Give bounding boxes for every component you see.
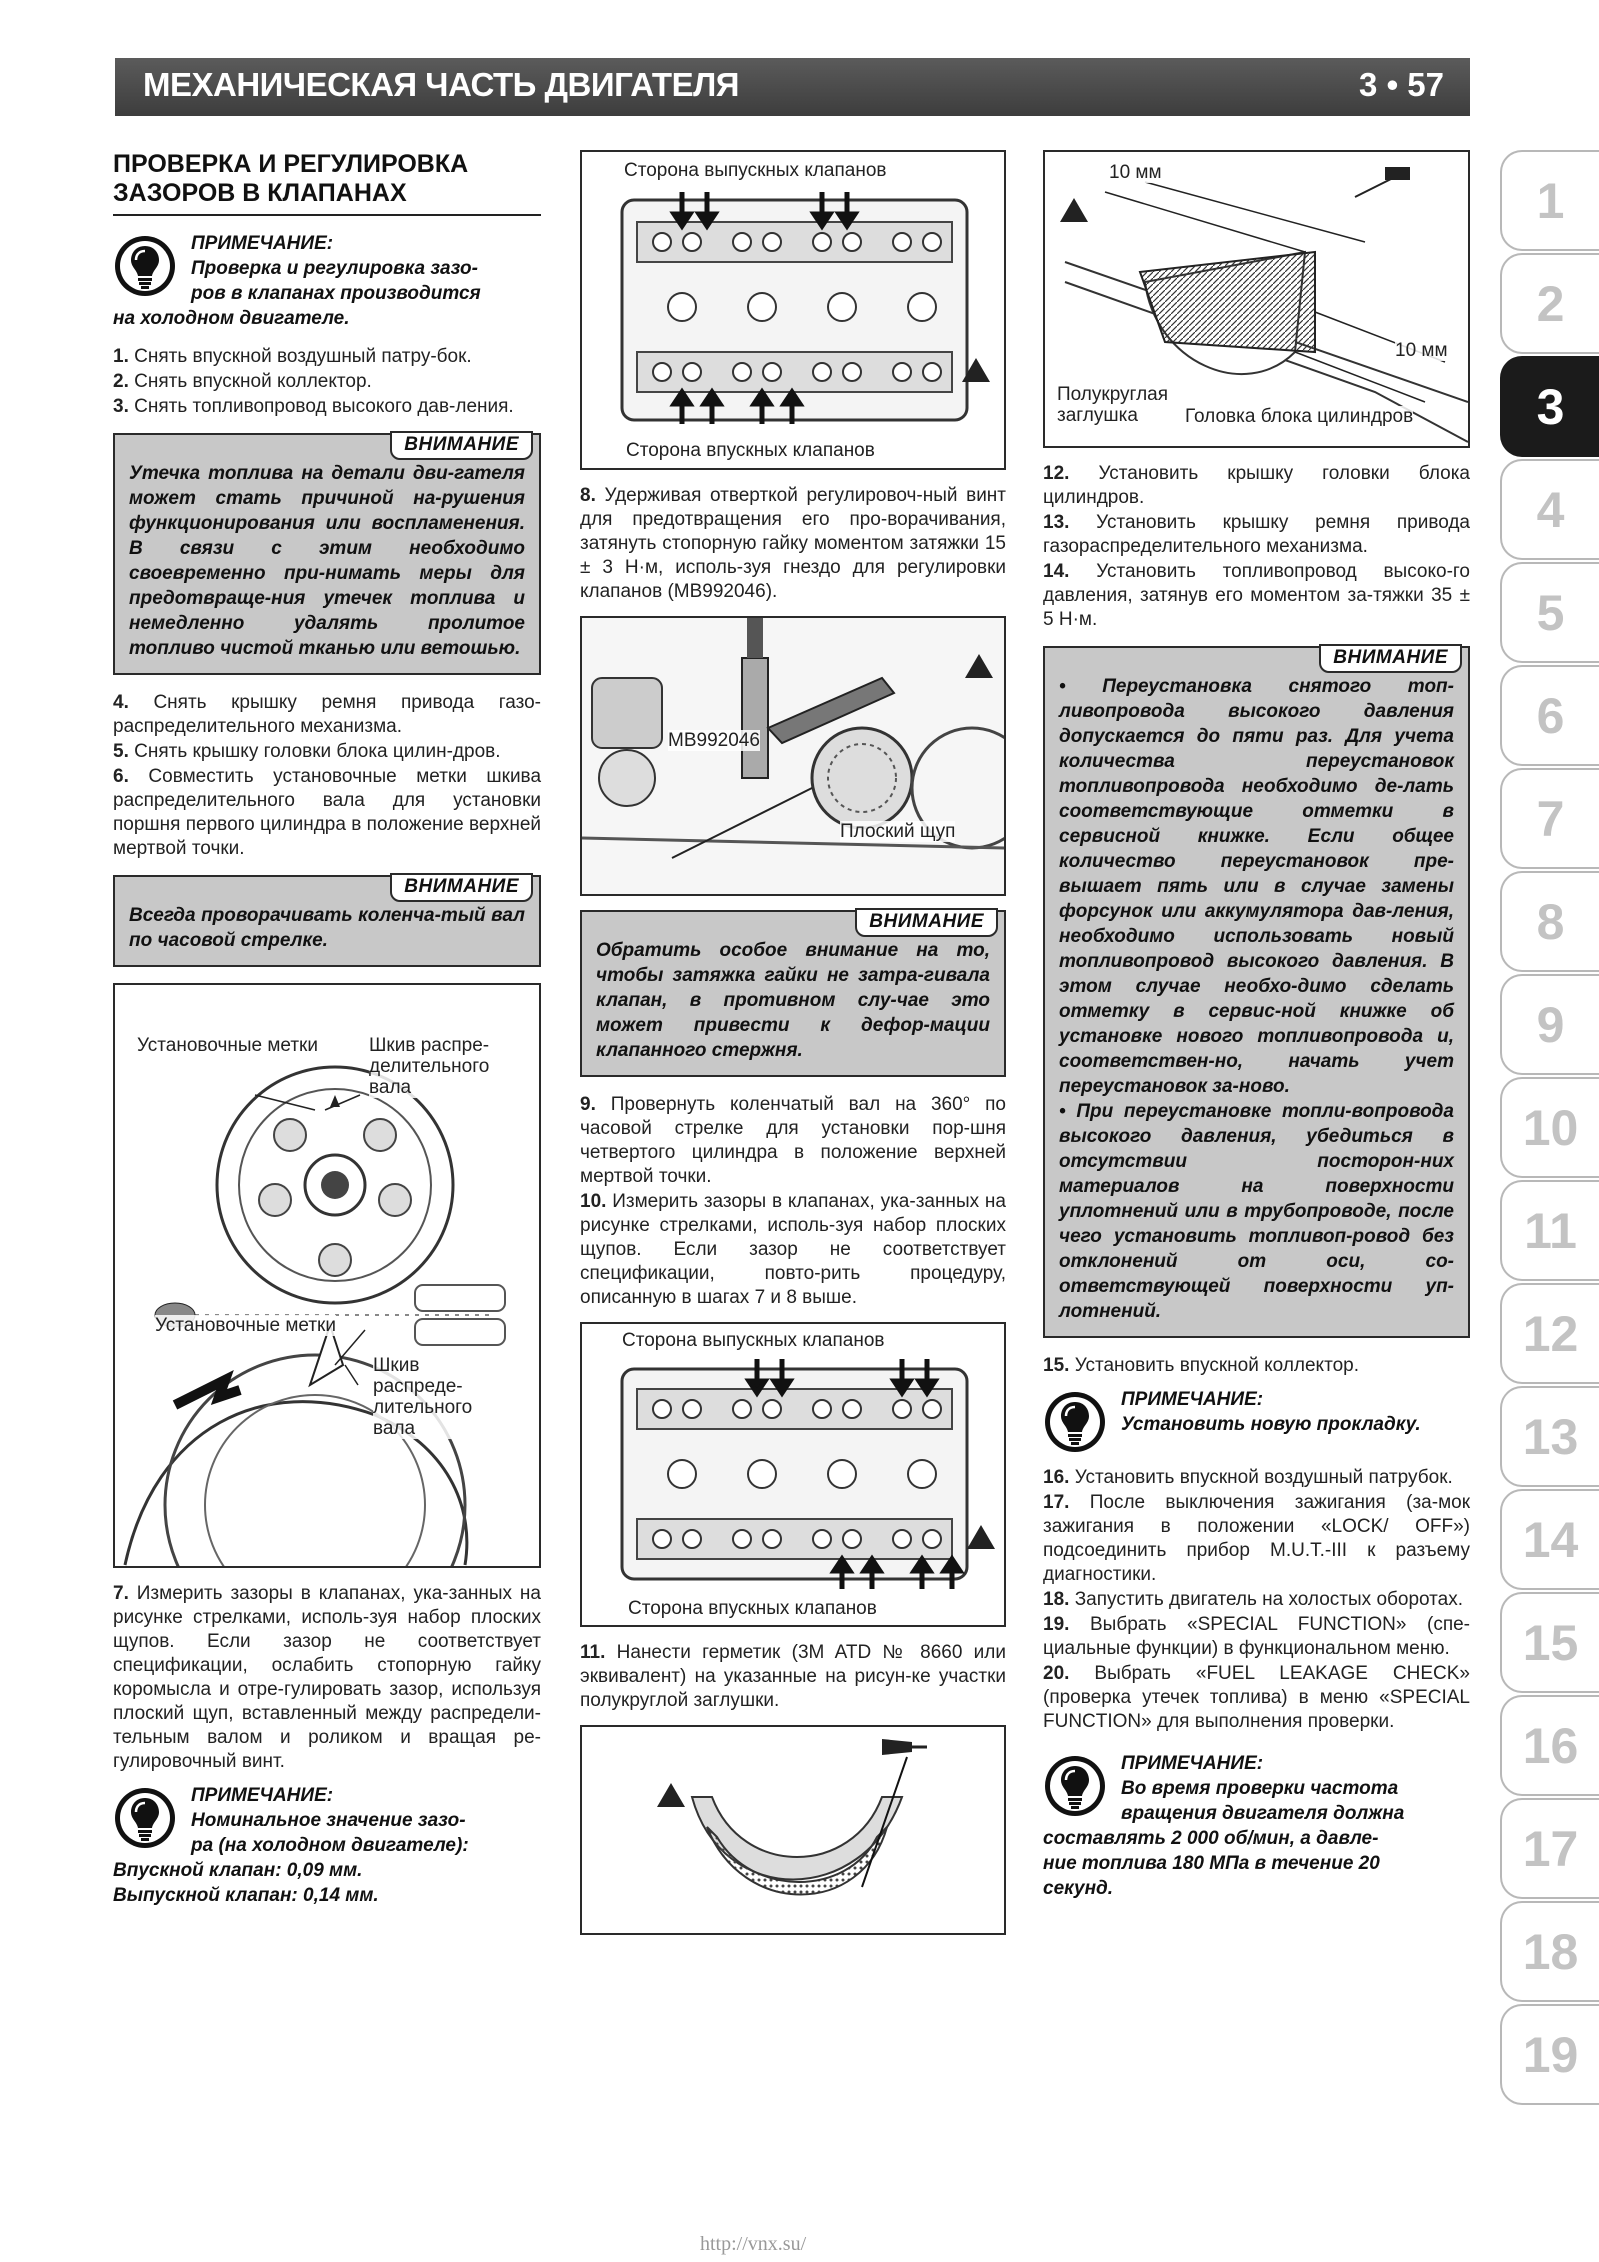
step-16: 16. Установить впускной воздушный патрубок. [1043,1467,1453,1488]
chapter-tab-1[interactable]: 1 [1500,150,1599,251]
figure-valve-layout-1 [580,150,1006,470]
note-label: ПРИМЕЧАНИЕ: [191,1785,334,1806]
chapter-title: МЕХАНИЧЕСКАЯ ЧАСТЬ ДВИГАТЕЛЯ [143,66,739,103]
semicircular-plug-drawing [582,1727,1004,1933]
step-19: 19. Выбрать «SPECIAL FUNCTION» (спе-циальные функции) в функциональном меню. [1043,1614,1471,1659]
step-18: 18. Запустить двигатель на холостых оборотах. [1043,1589,1464,1610]
note-cold-engine [113,232,541,331]
chapter-tab-16[interactable]: 16 [1500,1695,1599,1796]
chapter-tab-15[interactable]: 15 [1500,1592,1599,1693]
note-label: ПРИМЕЧАНИЕ: [191,233,334,254]
chapter-tab-10[interactable]: 10 [1500,1077,1599,1178]
figure-sealant-dimensions [1043,150,1470,448]
label-semicircular-plug: Полукруглая заглушка [1057,384,1197,426]
label-timing-marks-top: Установочные метки [137,1035,318,1056]
warning-text: Всегда проворачивать коленча-тый вал по часовой стрелке. [129,905,525,951]
step-8: 8. Удерживая отверткой регулировоч-ный винт для предотвращения его про-ворачивания, затянуть стопорную гайку моментом затяжки 15 ± 3 Н·м, исполь-зуя гнездо для регулировки клапанов (MB992046). [580,485,1007,602]
column-3 [1043,150,1470,1915]
label-camshaft-pulley-top: Шкив распре-делительного вала [369,1035,519,1098]
label-intake-side: Сторона впускных клапанов [628,1598,877,1619]
label-camshaft-pulley-bottom: Шкив распреде-лительного вала [373,1355,513,1439]
warning-text: • При переустановке топли-вопровода высокого давления, убедиться в отсутствии посторон-них материалов на поверхности уплотнений или в трубопроводе, после чего установить топливоп-ровод без отклонений от оси, со-ответствующей поверхности уп-лотнений. [1059,1101,1454,1322]
note-text: Впускной клапан: 0,09 мм. [113,1860,363,1881]
page-number: 3 • 57 [1359,66,1444,103]
chapter-tab-5[interactable]: 5 [1500,562,1599,663]
chapter-tab-19[interactable]: 19 [1500,2004,1599,2105]
light-bulb-icon [113,1786,177,1850]
chapter-tab-7[interactable]: 7 [1500,768,1599,869]
step-7: 7. Измерить зазоры в клапанах, ука-занных на рисунке стрелками, исполь-зуя набор плоских щупов. Если зазор не соответствует спецификации, ослабить стопорную гайку коромысла и отре-гулировать зазор, используя плоский щуп, вставленный между распредели-тельным валом и роликом и вращая ре-гулировочный винт. [113,1583,541,1772]
chapter-tabs [1500,150,1599,2107]
chapter-tab-18[interactable]: 18 [1500,1901,1599,2002]
chapter-tab-12[interactable]: 12 [1500,1283,1599,1384]
step-6: 6. Совместить установочные метки шкива распределительного вала для установки поршня первого цилиндра в положение верхней мертвой точки. [113,766,542,859]
label-cylinder-head: Головка блока цилиндров [1185,406,1414,427]
note-text: Выпускной клапан: 0,14 мм. [113,1885,379,1906]
note-text: на холодном двигателе. [113,308,350,329]
valve-adjust-drawing [582,618,1004,894]
label-tool-code: MB992046 [668,730,760,751]
chapter-tab-2[interactable]: 2 [1500,253,1599,354]
chapter-header [115,58,1470,116]
chapter-tab-11[interactable]: 11 [1500,1180,1599,1281]
step-1: 1. Снять впускной воздушный патру-бок. [113,346,472,367]
column-1 [113,150,541,1922]
note-text: Во время проверки частота [1121,1778,1399,1799]
label-intake-side: Сторона впускных клапанов [626,440,875,461]
light-bulb-icon [113,234,177,298]
warning-crankshaft [113,875,541,967]
warning-text: • Переустановка снятого топ-ливопровода высокого давления допускается до пяти раз. Для учета количества переустановок топливопровода необходимо де-лать соответствующие отметки в сервисной книжке. Если общее количество переустановок пре-вышает пять или в случае замены форсунок или аккумулятора дав-ления, необходимо использовать новый топливопровод высокого давления. В этом случае необхо-димо сделать отметку в сервис-ной книжке об установке нового топливопровода и, соответствен-но, начать учет переустановок за-ново. [1059,676,1454,1097]
label-dimension-top: 10 мм [1109,162,1162,183]
step-15: 15. Установить впускной коллектор. [1043,1355,1359,1376]
step-2: 2. Снять впускной коллектор. [113,371,372,392]
note-text: ние топлива 180 МПа в течение 20 [1043,1853,1380,1874]
step-3: 3. Снять топливопровод высокого дав-ления. [113,396,514,417]
section-title: ПРОВЕРКА И РЕГУЛИРОВКА ЗАЗОРОВ В КЛАПАНАХ [113,150,541,216]
note-nominal-clearance [113,1784,541,1908]
step-14: 14. Установить топливопровод высоко-го давления, затянув его моментом за-тяжки 35 ± 5 Н·м. [1043,561,1470,630]
step-10: 10. Измерить зазоры в клапанах, ука-занных на рисунке стрелками, исполь-зуя набор плоских щупов. Если зазор не соответствует спецификации, повто-рить процедуру, описанную в шагах 7 и 8 выше. [580,1191,1006,1308]
figure-adjust-tool [580,616,1006,896]
note-check-conditions [1043,1752,1470,1901]
step-20: 20. Выбрать «FUEL LEAKAGE CHECK» (проверка утечек топлива) в меню «SPECIAL FUNCTION» для выполнения проверки. [1043,1663,1470,1732]
warning-text: Утечка топлива на детали дви-гателя может стать причиной на-рушения функционирования или воспламенения. В связи с этим необходимо своевременно при-нимать меры для предотвраще-ния утечек топлива и немедленно удалять пролитое топливо чистой тканью или ветошью. [129,463,525,659]
note-text: секунд. [1043,1878,1114,1899]
step-12: 12. Установить крышку головки блока цилиндров. [1043,463,1470,508]
label-exhaust-side: Сторона выпускных клапанов [624,160,887,181]
light-bulb-icon [1043,1754,1107,1818]
label-timing-marks-bottom: Установочные метки [155,1315,336,1336]
label-exhaust-side: Сторона выпускных клапанов [622,1330,885,1351]
chapter-tab-6[interactable]: 6 [1500,665,1599,766]
step-5: 5. Снять крышку головки блока цилин-дров. [113,741,501,762]
label-feeler-gauge: Плоский щуп [840,821,956,842]
note-text: вращения двигателя должна [1121,1803,1405,1824]
note-text: Установить новую прокладку. [1121,1414,1421,1435]
warning-text: Обратить особое внимание на то, чтобы затяжка гайки не затра-гивала клапан, в противном слу-чае это может привести к дефор-мации клапанного стержня. [596,940,990,1061]
cylinder-head-drawing [582,1324,1004,1625]
step-9: 9. Провернуть коленчатый вал на 360° по часовой стрелке для установки пор-шня четвертого цилиндра в положение верхней мертвой точки. [580,1094,1006,1187]
figure-valve-layout-2 [580,1322,1006,1627]
step-4: 4. Снять крышку ремня привода газо-распределительного механизма. [113,692,541,737]
warning-fuel-leak [113,433,541,675]
warning-label: ВНИМАНИЕ [1319,644,1462,673]
warning-label: ВНИМАНИЕ [390,873,533,902]
note-text: ра (на холодном двигателе): [191,1835,469,1856]
warning-label: ВНИМАНИЕ [855,908,998,937]
step-13: 13. Установить крышку ремня привода газораспределительного механизма. [1043,512,1470,557]
warning-nut-tightening [580,910,1006,1077]
figure-sealant-plug [580,1725,1006,1935]
warning-fuel-pipe-reinstall [1043,646,1470,1338]
figure-timing-marks [113,983,541,1568]
step-17: 17. После выключения зажигания (за-мок зажигания в положении «LOCK/ OFF») подсоединить прибор M.U.T.-III к разъему диагностики. [1043,1492,1471,1585]
note-label: ПРИМЕЧАНИЕ: [1121,1753,1264,1774]
label-dimension-bottom: 10 мм [1395,340,1448,361]
chapter-tab-14[interactable]: 14 [1500,1489,1599,1590]
chapter-tab-3[interactable]: 3 [1500,356,1599,457]
chapter-tab-8[interactable]: 8 [1500,871,1599,972]
light-bulb-icon [1043,1390,1107,1454]
note-text: ров в клапанах производится [191,283,481,304]
footer-url[interactable]: http://vnx.su/ [700,2233,807,2255]
note-label: ПРИМЕЧАНИЕ: [1121,1389,1264,1410]
cylinder-head-drawing [582,152,1004,468]
chapter-tab-9[interactable]: 9 [1500,974,1599,1075]
note-text: Проверка и регулировка зазо- [191,258,478,279]
chapter-tab-17[interactable]: 17 [1500,1798,1599,1899]
note-text: составлять 2 000 об/мин, а давле- [1043,1828,1379,1849]
step-11: 11. Нанести герметик (3M ATD № 8660 или эквивалент) на указанные на рисун-ке участки полукруглой заглушки. [580,1642,1006,1711]
note-text: Номинальное значение зазо- [191,1810,466,1831]
column-2 [580,150,1006,1949]
chapter-tab-13[interactable]: 13 [1500,1386,1599,1487]
warning-label: ВНИМАНИЕ [390,431,533,460]
chapter-tab-4[interactable]: 4 [1500,459,1599,560]
note-new-gasket [1043,1388,1470,1452]
